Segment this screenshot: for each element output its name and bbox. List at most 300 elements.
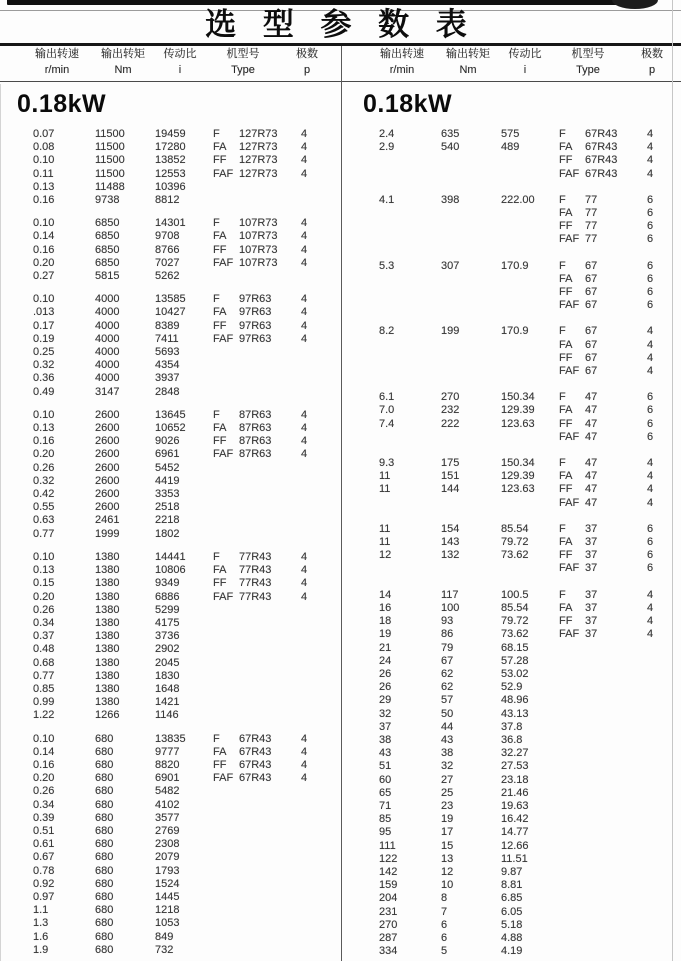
table-row (346, 365, 676, 378)
cell-ratio: 12.66 (501, 839, 529, 852)
cell-type-model (239, 604, 301, 617)
cell-type-model: 37 (585, 522, 598, 535)
table-row (346, 826, 676, 839)
cell-type-prefix: FA (213, 306, 227, 319)
cell-output-speed: 204 (379, 892, 398, 905)
cell-output-speed: 0.49 (33, 385, 55, 398)
cell-type-prefix (213, 944, 239, 957)
table-row (346, 721, 676, 734)
cell-output-speed: 38 (379, 733, 392, 746)
cell-output-torque: 11500 (95, 167, 125, 180)
cell-type-prefix (559, 826, 585, 839)
table-row (346, 457, 676, 470)
cell-output-speed: 21 (379, 641, 392, 654)
cell-type-prefix: FF (559, 351, 573, 364)
cell-output-speed (379, 233, 441, 246)
header-output-speed (363, 47, 441, 78)
cell-poles: 4 (301, 256, 308, 269)
header-output-speed-label: 输出转速 (380, 48, 424, 60)
cell-output-torque: 151 (441, 470, 460, 483)
cell-output-speed (379, 431, 441, 444)
cell-ratio: 170.9 (501, 259, 529, 272)
cell-output-torque: 1380 (95, 696, 120, 709)
cell-output-speed: 0.68 (33, 656, 55, 669)
cell-type-prefix (213, 181, 239, 194)
cell-type-prefix (559, 840, 585, 853)
cell-type-model: 127R73 (239, 128, 278, 140)
cell-type-model: 47 (585, 483, 598, 496)
cell-poles: 4 (301, 167, 308, 180)
cell-output-torque: 1380 (95, 616, 120, 629)
cell-output-torque: 19 (441, 813, 454, 826)
cell-poles: 6 (647, 391, 654, 404)
cell-output-speed: 0.85 (33, 682, 55, 695)
table-row (346, 233, 676, 246)
cell-output-torque: 8 (441, 892, 448, 905)
column-divider (341, 46, 342, 961)
cell-ratio: 14441 (155, 550, 186, 563)
table-row (0, 475, 341, 488)
cell-output-speed (379, 365, 441, 378)
cell-output-torque: 13 (441, 852, 454, 865)
cell-type-model: 37 (585, 628, 598, 641)
table-row (346, 207, 676, 220)
cell-ratio: 3937 (155, 372, 180, 385)
table-row (0, 386, 341, 399)
cell-poles: 4 (301, 577, 308, 590)
cell-type-prefix: F (213, 293, 220, 306)
table-row (346, 945, 676, 958)
cell-type-model: 107R73 (239, 243, 278, 256)
cell-ratio: 85.54 (501, 522, 529, 535)
table-row (0, 194, 341, 207)
table-row (0, 435, 341, 448)
cell-ratio: 10427 (155, 306, 186, 319)
cell-output-speed (379, 299, 441, 312)
table-row (346, 220, 676, 233)
cell-output-speed: 5.3 (379, 259, 395, 272)
cell-poles (647, 734, 667, 747)
table-row (0, 865, 341, 878)
cell-type-model: 67 (585, 325, 598, 338)
cell-type-prefix: FAF (559, 562, 580, 575)
cell-type-prefix: FA (213, 141, 227, 154)
cell-type-prefix: FF (213, 154, 227, 167)
cell-output-torque: 680 (95, 811, 114, 824)
cell-output-torque: 680 (95, 824, 114, 837)
cell-type-prefix (559, 721, 585, 734)
cell-poles (647, 668, 667, 681)
cell-poles: 6 (647, 522, 654, 535)
cell-output-speed (379, 154, 441, 167)
cell-output-torque: 1380 (95, 577, 120, 590)
cell-type-prefix: FAF (559, 430, 580, 443)
cell-ratio (501, 562, 559, 575)
table-row (346, 418, 676, 431)
cell-type-prefix: FAF (559, 496, 580, 509)
cell-type-model (239, 825, 301, 838)
cell-type-prefix: FA (213, 745, 227, 758)
left-rows (0, 128, 341, 957)
cell-ratio (501, 497, 559, 510)
cell-ratio: 1445 (155, 890, 180, 903)
table-row (346, 919, 676, 932)
cell-type-model (585, 853, 647, 866)
cell-ratio: 52.9 (501, 681, 523, 694)
header-output-torque-label: 输出转矩 (101, 48, 145, 60)
cell-ratio: 2045 (155, 656, 180, 669)
cell-type-prefix: FAF (559, 233, 580, 246)
cell-output-speed: 0.48 (33, 643, 55, 656)
row-group (0, 551, 341, 723)
table-row (0, 372, 341, 385)
cell-output-torque: 4000 (95, 372, 120, 385)
cell-poles (647, 906, 667, 919)
cell-output-torque: 2600 (95, 501, 120, 514)
cell-poles (301, 528, 321, 541)
cell-output-torque: 32 (441, 760, 454, 773)
cell-output-speed: 8.2 (379, 325, 395, 338)
cell-output-speed: 7.0 (379, 404, 395, 417)
cell-poles: 6 (647, 220, 654, 233)
cell-type-prefix: FF (559, 417, 573, 430)
table-row (346, 431, 676, 444)
cell-ratio (501, 207, 559, 220)
cell-output-speed: 1.9 (33, 943, 49, 956)
cell-ratio: 9777 (155, 745, 180, 758)
table-row (346, 404, 676, 417)
cell-type-model: 87R63 (239, 448, 272, 461)
cell-type-model: 67 (585, 259, 598, 272)
cell-output-torque: 635 (441, 128, 460, 140)
cell-type-model (239, 865, 301, 878)
header-model-type (203, 47, 283, 78)
cell-type-model (239, 514, 301, 527)
cell-type-prefix (559, 694, 585, 707)
cell-ratio: 27.53 (501, 760, 529, 773)
cell-type-prefix (213, 838, 239, 851)
cell-poles (647, 721, 667, 734)
cell-ratio: 13835 (155, 732, 186, 745)
cell-poles (301, 488, 321, 501)
cell-poles (301, 604, 321, 617)
cell-type-prefix (213, 528, 239, 541)
cell-poles (301, 501, 321, 514)
cell-output-torque: 144 (441, 483, 460, 496)
cell-type-model (239, 931, 301, 944)
cell-output-torque: 6850 (95, 230, 120, 243)
cell-output-speed: 334 (379, 945, 398, 958)
cell-type-model (239, 799, 301, 812)
cell-output-speed: 0.92 (33, 877, 55, 890)
cell-type-model: 107R73 (239, 256, 278, 269)
cell-poles (647, 813, 667, 826)
cell-type-prefix: FA (559, 470, 573, 483)
cell-output-torque: 9738 (95, 194, 120, 207)
cell-output-torque: 2600 (95, 422, 120, 435)
cell-poles (301, 462, 321, 475)
cell-type-model (239, 630, 301, 643)
cell-type-prefix: FA (559, 601, 573, 614)
header-model-type (548, 47, 628, 78)
cell-poles (301, 851, 321, 864)
cell-output-torque: 1999 (95, 527, 120, 540)
cell-poles: 4 (647, 615, 654, 628)
table-row (0, 917, 341, 930)
header-model-type-label: 机型号 (571, 48, 605, 60)
cell-poles: 6 (647, 207, 654, 220)
cell-output-speed: 12 (379, 549, 392, 562)
table-row (346, 352, 676, 365)
cell-output-speed: 0.16 (33, 243, 55, 256)
cell-ratio: 6886 (155, 590, 180, 603)
cell-output-speed: 60 (379, 773, 392, 786)
table-row (346, 813, 676, 826)
cell-output-speed: 0.13 (33, 180, 55, 193)
row-group (0, 217, 341, 283)
cell-type-prefix: FAF (559, 628, 580, 641)
cell-output-speed: 270 (379, 918, 398, 931)
cell-output-torque: 2461 (95, 514, 120, 527)
cell-output-torque: 680 (95, 772, 114, 785)
cell-type-prefix (559, 813, 585, 826)
cell-type-prefix (213, 825, 239, 838)
cell-ratio: 6.05 (501, 905, 523, 918)
cell-poles: 6 (647, 536, 654, 549)
cell-type-model (239, 709, 301, 722)
cell-output-torque: 27 (441, 773, 454, 786)
cell-ratio: 9708 (155, 230, 180, 243)
cell-type-prefix (559, 734, 585, 747)
cell-output-torque: 6850 (95, 256, 120, 269)
cell-ratio: 2079 (155, 851, 180, 864)
cell-poles: 6 (647, 299, 654, 312)
cell-output-speed: 0.55 (33, 501, 55, 514)
cell-output-speed (379, 562, 441, 575)
table-row (346, 273, 676, 286)
cell-type-model (585, 708, 647, 721)
table-row (346, 483, 676, 496)
cell-type-prefix: FA (559, 207, 573, 220)
cell-ratio (501, 154, 559, 167)
cell-type-prefix (213, 386, 239, 399)
row-group (346, 523, 676, 576)
cell-poles: 4 (301, 564, 308, 577)
cell-poles (301, 944, 321, 957)
cell-type-model: 67 (585, 365, 598, 378)
cell-type-model: 77R43 (239, 550, 272, 563)
cell-type-model (585, 919, 647, 932)
cell-ratio: 123.63 (501, 417, 535, 430)
table-row (346, 497, 676, 510)
cell-output-speed: 1.22 (33, 709, 55, 722)
table-row (0, 501, 341, 514)
cell-output-torque: 680 (95, 745, 114, 758)
cell-output-torque: 57 (441, 694, 454, 707)
cell-type-prefix: FA (559, 536, 573, 549)
cell-output-torque: 2600 (95, 435, 120, 448)
cell-ratio: 7411 (155, 332, 179, 345)
cell-output-speed: 231 (379, 905, 398, 918)
cell-ratio: 9349 (155, 577, 180, 590)
cell-poles: 4 (301, 772, 308, 785)
table-row (0, 733, 341, 746)
cell-poles: 4 (647, 457, 654, 470)
cell-type-prefix (213, 372, 239, 385)
table-row (346, 589, 676, 602)
cell-type-prefix (559, 932, 585, 945)
power-rating-heading: 0.18kW (17, 90, 107, 118)
cell-type-prefix (213, 488, 239, 501)
table-row (346, 536, 676, 549)
cell-output-torque (441, 220, 501, 233)
header-ratio-unit: i (178, 63, 182, 76)
cell-type-prefix: F (559, 391, 566, 404)
table-row (0, 709, 341, 722)
cell-output-speed: 26 (379, 667, 392, 680)
cell-type-prefix (213, 630, 239, 643)
cell-poles: 4 (647, 338, 654, 351)
cell-output-speed: 0.20 (33, 256, 55, 269)
table-row (346, 628, 676, 641)
table-row (0, 617, 341, 630)
cell-ratio: 1802 (155, 527, 180, 540)
cell-type-model: 67R43 (585, 128, 618, 140)
cell-type-model (585, 681, 647, 694)
cell-output-torque: 6 (441, 931, 448, 944)
cell-output-speed: 0.16 (33, 194, 55, 207)
cell-output-torque: 1380 (95, 656, 120, 669)
cell-output-speed: 159 (379, 879, 398, 892)
cell-output-speed: 0.32 (33, 474, 55, 487)
cell-ratio: 9.87 (501, 865, 523, 878)
table-row (0, 564, 341, 577)
cell-ratio: 150.34 (501, 391, 535, 404)
cell-type-model (239, 851, 301, 864)
cell-type-model: 37 (585, 549, 598, 562)
cell-output-speed: 11 (379, 536, 391, 549)
row-group (0, 409, 341, 541)
cell-poles (301, 683, 321, 696)
cell-ratio: 32.27 (501, 747, 529, 760)
cell-poles: 4 (647, 351, 654, 364)
table-row (0, 244, 341, 257)
cell-ratio: 23.18 (501, 773, 529, 786)
table-row (346, 562, 676, 575)
cell-type-prefix (213, 346, 239, 359)
cell-poles (301, 917, 321, 930)
cell-output-torque: 680 (95, 864, 114, 877)
cell-type-model: 107R73 (239, 217, 278, 230)
cell-ratio: 8389 (155, 319, 180, 332)
cell-type-prefix: FA (559, 404, 573, 417)
table-row (346, 879, 676, 892)
cell-output-speed: 0.34 (33, 616, 55, 629)
cell-ratio (501, 365, 559, 378)
cell-output-torque: 4000 (95, 359, 120, 372)
cell-ratio: 3353 (155, 488, 180, 501)
cell-type-prefix: FF (559, 483, 573, 496)
cell-ratio: 36.8 (501, 733, 523, 746)
cell-type-model: 67 (585, 299, 598, 312)
cell-ratio (501, 286, 559, 299)
cell-output-speed: 11 (379, 470, 391, 483)
cell-output-speed: 142 (379, 865, 398, 878)
table-row (346, 642, 676, 655)
cell-type-prefix (559, 681, 585, 694)
header-poles (283, 47, 331, 78)
cell-output-torque: 2600 (95, 474, 120, 487)
table-row (0, 904, 341, 917)
cell-ratio: 1421 (155, 696, 180, 709)
cell-poles (647, 787, 667, 800)
cell-type-model: 77R43 (239, 590, 272, 603)
cell-output-torque: 2600 (95, 461, 120, 474)
table-row (346, 787, 676, 800)
cell-poles: 4 (301, 141, 308, 154)
cell-type-model: 37 (585, 536, 598, 549)
cell-type-prefix: FAF (559, 299, 580, 312)
table-row (0, 462, 341, 475)
cell-output-torque: 5815 (95, 270, 120, 283)
cell-poles: 4 (301, 408, 308, 421)
cell-output-speed: 0.19 (33, 332, 55, 345)
cell-type-prefix: F (559, 325, 566, 338)
cell-type-prefix (559, 892, 585, 905)
table-row (0, 181, 341, 194)
cell-type-model: 77 (585, 207, 598, 220)
cell-poles (301, 359, 321, 372)
cell-ratio: 9026 (155, 435, 180, 448)
table-row (346, 760, 676, 773)
cell-type-model (585, 906, 647, 919)
cell-ratio: 8766 (155, 243, 180, 256)
header-ratio (495, 47, 555, 78)
cell-output-torque (441, 365, 501, 378)
cell-type-model (239, 643, 301, 656)
cell-type-prefix: F (213, 550, 220, 563)
table-row (0, 657, 341, 670)
header-model-type-unit: Type (231, 63, 255, 76)
cell-output-speed: 0.26 (33, 785, 55, 798)
cell-ratio: 4.88 (501, 931, 523, 944)
cell-output-torque: 12 (441, 865, 454, 878)
header-poles-unit: p (648, 63, 656, 76)
cell-type-prefix (213, 683, 239, 696)
cell-poles (301, 270, 321, 283)
cell-ratio: 3736 (155, 630, 180, 643)
cell-type-model: 127R73 (239, 167, 278, 180)
cell-ratio: 1053 (155, 917, 180, 930)
cell-output-speed: 0.11 (33, 167, 54, 180)
header-ratio-label: 传动比 (508, 48, 542, 60)
cell-output-torque: 7 (441, 905, 448, 918)
cell-output-torque (441, 431, 501, 444)
cell-type-model: 97R63 (239, 293, 272, 306)
cell-type-model: 97R63 (239, 319, 272, 332)
cell-output-speed: 7.4 (379, 417, 395, 430)
cell-type-model (585, 642, 647, 655)
table-row (346, 906, 676, 919)
cell-type-prefix: F (559, 457, 566, 470)
cell-output-speed: 26 (379, 681, 392, 694)
cell-poles: 6 (647, 562, 654, 575)
cell-type-prefix (213, 799, 239, 812)
cell-output-torque (441, 562, 501, 575)
cell-output-torque (441, 497, 501, 510)
cell-type-model (239, 657, 301, 670)
cell-poles (647, 932, 667, 945)
